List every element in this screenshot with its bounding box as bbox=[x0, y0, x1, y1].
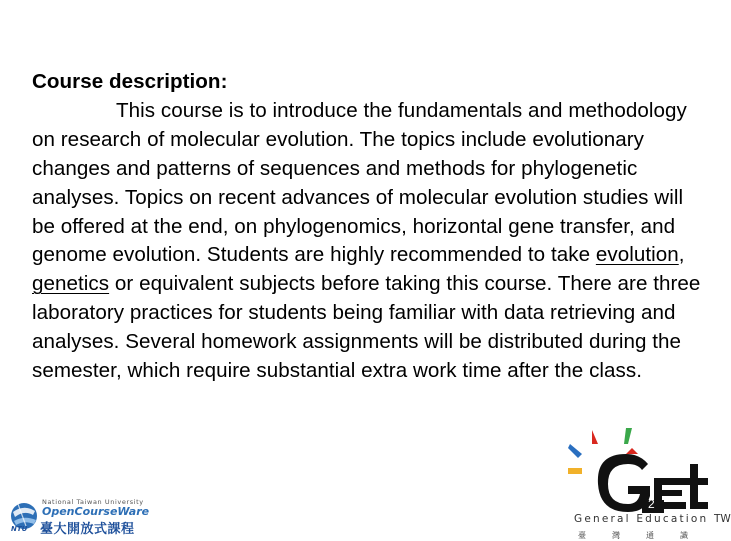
get-subtitle-text: General Education bbox=[574, 513, 709, 525]
get-subtitle-suffix: TW bbox=[713, 513, 731, 525]
comma: , bbox=[678, 243, 685, 267]
course-description-heading: Course description: bbox=[32, 70, 228, 93]
get-chinese-chars: 臺灣通識 bbox=[578, 531, 714, 540]
genetics-link[interactable]: genetics bbox=[32, 272, 110, 296]
ntu-ocw-chinese-label: 臺大開放式課程 bbox=[40, 522, 135, 537]
get-color-strokes bbox=[568, 428, 632, 474]
evolution-link[interactable]: evolution bbox=[595, 243, 679, 267]
description-text-part1: This course is to introduce the fundamentals and methodology on research of molecular evolution. The topics include evolutionary changes and patterns of sequences and methods for phylogenetic analyses. Topics on recent advances of molecular evolution studies will be offered at the end, on phylogenomics, horizontal gene transfer, and genome evolution. Students are highly recommended to take bbox=[32, 98, 687, 267]
page-number: 2 bbox=[648, 497, 655, 511]
course-description bbox=[32, 68, 704, 386]
ntu-ocw-label: OpenCourseWare bbox=[42, 505, 150, 518]
ntu-university-name: National Taiwan University bbox=[42, 498, 144, 506]
description-text-part2: or equivalent subjects before taking this course. There are three laboratory practices for students being familiar with data retrieving and analyses. Several homework assignments will be distributed during the semester, which require substantial extra work time after the class. bbox=[32, 272, 701, 383]
ntu-abbr: NTU bbox=[11, 525, 28, 533]
get-subtitle bbox=[574, 513, 731, 525]
